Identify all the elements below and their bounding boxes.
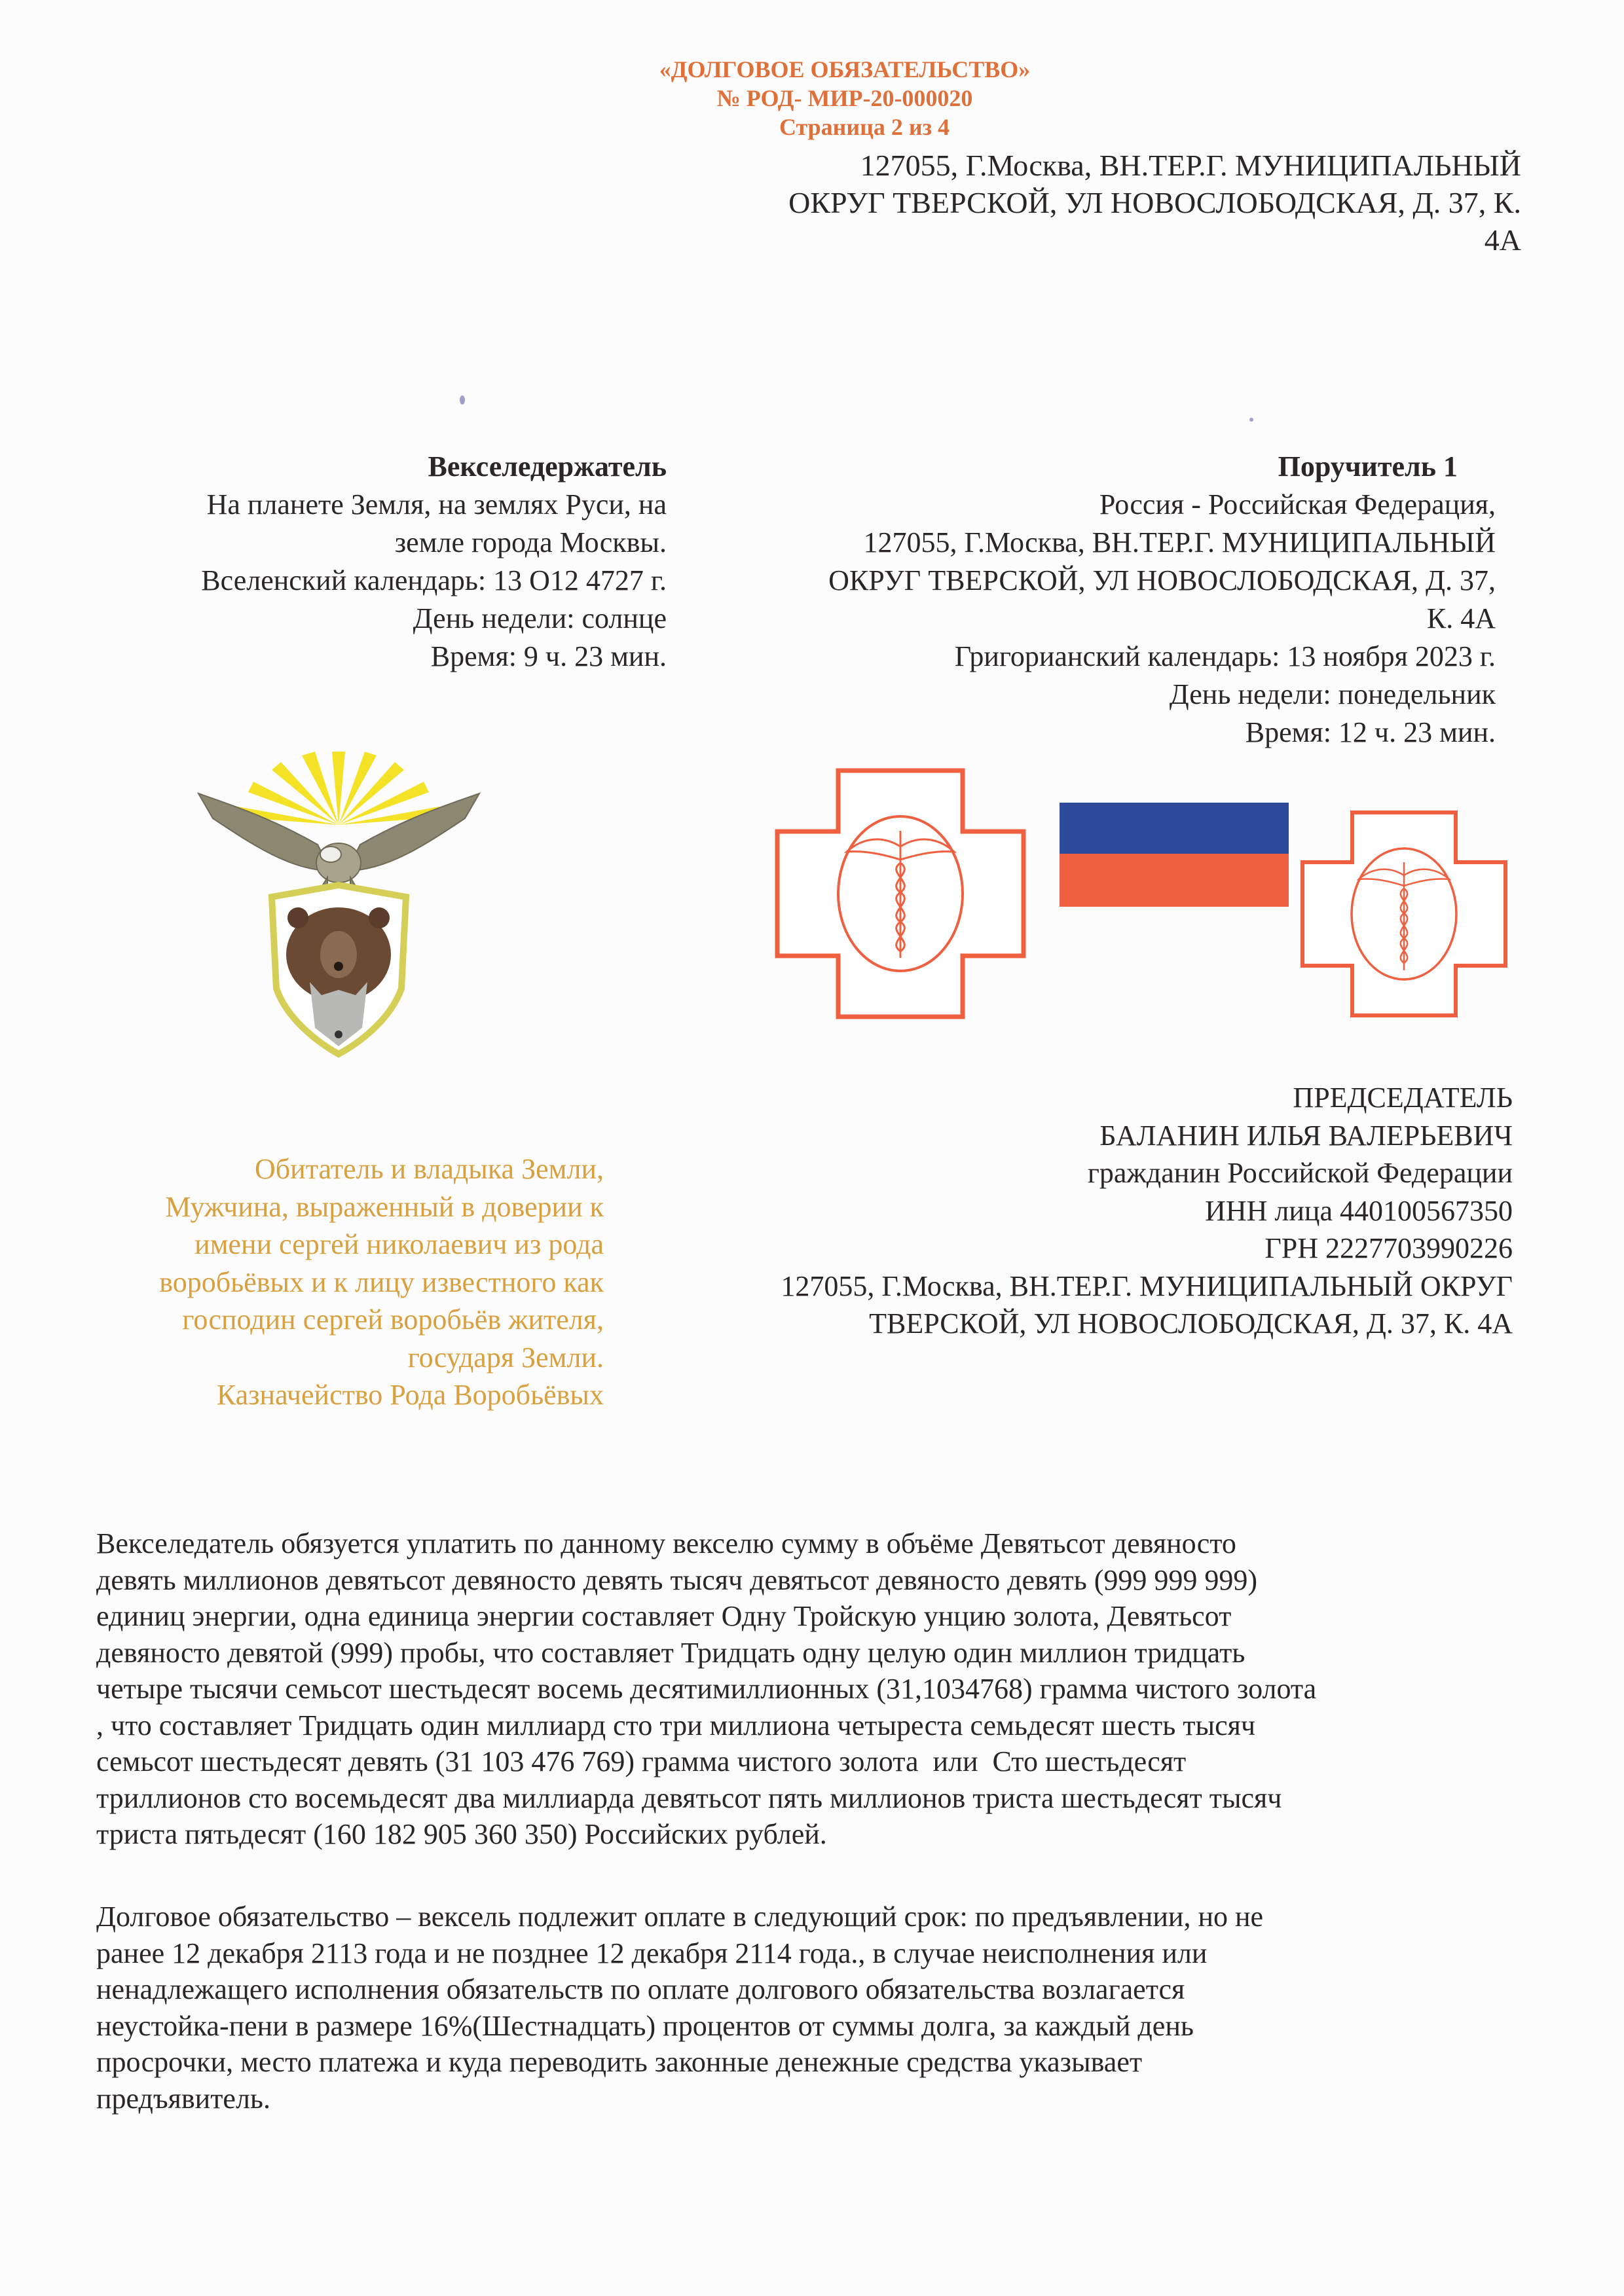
holder-line: Время: 9 ч. 23 мин. bbox=[430, 640, 667, 672]
paragraph-line: Векселедатель обязуется уплатить по данному векселю сумму в объёме Девятьсот девяносто bbox=[96, 1527, 1236, 1559]
document-title: «ДОЛГОВОЕ ОБЯЗАТЕЛЬСТВО» bbox=[659, 56, 1031, 82]
medical-cross-emblem bbox=[775, 768, 1026, 1019]
paragraph-line: девять миллионов девятьсот девяносто девять тысяч девятьсот девяносто девять (999 999 999) bbox=[96, 1563, 1258, 1596]
signature-line: Обитатель и владыка Земли, bbox=[255, 1153, 604, 1185]
russian-flag-emblem bbox=[1060, 803, 1289, 907]
chairman-block bbox=[781, 1079, 1513, 1343]
paragraph-line: четыре тысячи семьсот шестьдесят восемь десятимиллионных (31,1034768) грамма чистого золота bbox=[96, 1673, 1317, 1705]
eagle-bear-wolf-emblem bbox=[193, 746, 485, 1061]
signature-line: Казначейство Рода Воробьёвых bbox=[216, 1379, 604, 1411]
guarantor-line: К. 4А bbox=[1426, 602, 1496, 634]
guarantor-line: Григорианский календарь: 13 ноября 2023 г. bbox=[954, 640, 1496, 672]
scan-speck bbox=[460, 395, 465, 405]
guarantor-block bbox=[828, 448, 1496, 752]
signature-line: воробьёвых и к лицу известного как bbox=[159, 1266, 604, 1298]
flag-blue-stripe bbox=[1060, 803, 1289, 854]
paragraph-line: ранее 12 декабря 2113 года и не позднее 12 декабря 2114 года., в случае неисполнения или bbox=[96, 1937, 1208, 1969]
holder-block bbox=[201, 448, 667, 676]
chairman-grn: ГРН 2227703990226 bbox=[1264, 1232, 1513, 1264]
address-line: 4А bbox=[1484, 223, 1521, 257]
guarantor-line: ОКРУГ ТВЕРСКОЙ, УЛ НОВОСЛОБОДСКАЯ, Д. 37, bbox=[828, 564, 1496, 596]
scan-speck bbox=[1249, 418, 1253, 422]
signature-line: имени сергей николаевич из рода bbox=[194, 1228, 604, 1260]
signature-line: государя Земли. bbox=[407, 1341, 604, 1374]
chairman-title: ПРЕДСЕДАТЕЛЬ bbox=[1293, 1082, 1513, 1114]
page-indicator: Страница 2 из 4 bbox=[779, 114, 950, 140]
payment-terms-paragraph bbox=[96, 1899, 1263, 2117]
header-address bbox=[788, 147, 1521, 259]
paragraph-line: предъявитель. bbox=[96, 2082, 270, 2115]
holder-line: Вселенский календарь: 13 О12 4727 г. bbox=[201, 564, 667, 596]
address-line: ОКРУГ ТВЕРСКОЙ, УЛ НОВОСЛОБОДСКАЯ, Д. 37, К. bbox=[788, 186, 1521, 219]
paragraph-line: просрочки, место платежа и куда переводить законные денежные средства указывает bbox=[96, 2046, 1143, 2078]
chairman-citizenship: гражданин Российской Федерации bbox=[1087, 1157, 1513, 1189]
guarantor-line: День недели: понедельник bbox=[1169, 678, 1496, 710]
signature-line: Мужчина, выраженный в доверии к bbox=[165, 1190, 604, 1223]
paragraph-line: единиц энергии, одна единица энергии составляет Одну Тройскую унцию золота, Девятьсот bbox=[96, 1600, 1232, 1632]
sun-rays bbox=[236, 752, 441, 825]
chairman-address: 127055, Г.Москва, ВН.ТЕР.Г. МУНИЦИПАЛЬНЫЙ ОКРУГ bbox=[781, 1269, 1513, 1302]
holder-title: Векселедержатель bbox=[428, 450, 667, 483]
guarantor-line: 127055, Г.Москва, ВН.ТЕР.Г. МУНИЦИПАЛЬНЫЙ bbox=[863, 526, 1496, 558]
paragraph-line: триста пятьдесят (160 182 905 360 350) Российских рублей. bbox=[96, 1818, 827, 1850]
paragraph-line: триллионов сто восемьдесят два миллиарда девятьсот пять миллионов триста шестьдесят тысяч bbox=[96, 1781, 1282, 1814]
chairman-inn: ИНН лица 440100567350 bbox=[1205, 1194, 1513, 1227]
paragraph-line: семьсот шестьдесят девять (31 103 476 769) грамма чистого золота или Сто шестьдесят bbox=[96, 1745, 1187, 1777]
flag-red-stripe bbox=[1060, 854, 1289, 907]
signature-line: господин сергей воробьёв жителя, bbox=[182, 1303, 604, 1336]
paragraph-line: ненадлежащего исполнения обязательств по оплате долгового обязательства возлагается bbox=[96, 1973, 1185, 2005]
holder-line: На планете Земля, на землях Руси, на bbox=[206, 488, 667, 520]
paragraph-line: , что составляет Тридцать один миллиард сто три миллиона четыреста семьдесят шесть тысяч bbox=[96, 1709, 1255, 1741]
bear-head bbox=[286, 907, 391, 1002]
address-line: 127055, Г.Москва, ВН.ТЕР.Г. МУНИЦИПАЛЬНЫЙ bbox=[860, 149, 1521, 182]
medical-cross-emblem-small bbox=[1300, 810, 1508, 1018]
holder-line: День недели: солнце bbox=[413, 602, 667, 634]
chairman-name: БАЛАНИН ИЛЬЯ ВАЛЕРЬЕВИЧ bbox=[1099, 1119, 1513, 1152]
guarantor-line: Россия - Российская Федерация, bbox=[1099, 488, 1496, 520]
chairman-address: ТВЕРСКОЙ, УЛ НОВОСЛОБОДСКАЯ, Д. 37, К. 4А bbox=[869, 1307, 1513, 1339]
guarantor-line: Время: 12 ч. 23 мин. bbox=[1245, 716, 1496, 748]
guarantor-title: Поручитель 1 bbox=[1278, 450, 1458, 483]
paragraph-line: неустойка-пени в размере 16%(Шестнадцать) процентов от суммы долга, за каждый день bbox=[96, 2009, 1194, 2042]
payment-obligation-paragraph bbox=[96, 1525, 1316, 1853]
paragraph-line: Долговое обязательство – вексель подлежит оплате в следующий срок: по предъявлении, но не bbox=[96, 1901, 1264, 1933]
holder-signature-block bbox=[159, 1150, 604, 1414]
document-header bbox=[517, 55, 1172, 141]
document-number: № РОД- МИР-20-000020 bbox=[716, 85, 973, 111]
paragraph-line: девяносто девятой (999) пробы, что составляет Тридцать одну целую один миллион тридцать bbox=[96, 1636, 1246, 1669]
holder-line: земле города Москвы. bbox=[394, 526, 667, 558]
